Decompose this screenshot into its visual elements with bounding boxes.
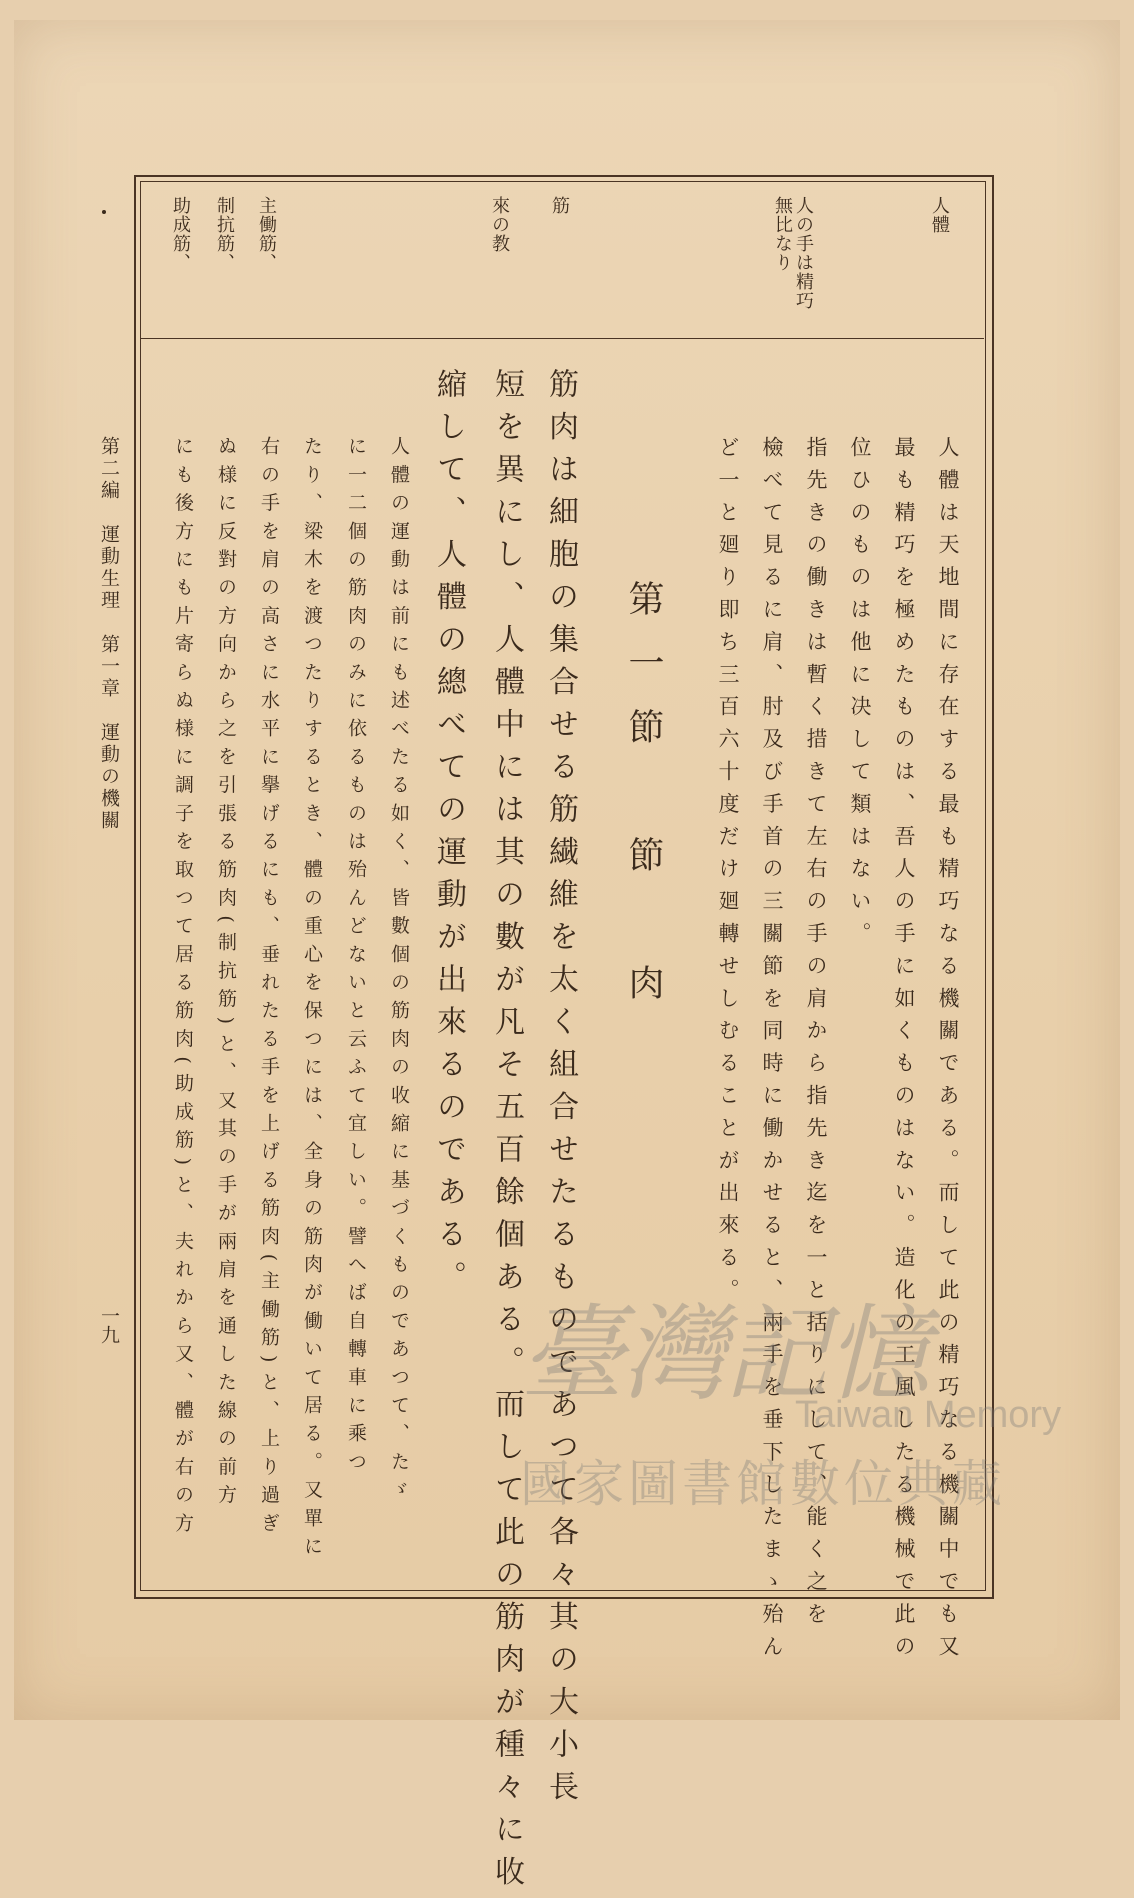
- lead-line-2: 短を異にし、人體中には其の數が凡そ五百餘個ある。而して此の筋肉が種々に收: [489, 368, 524, 1898]
- lead-line-1: 筋肉は細胞の集合せる筋繊維を太く組合せたるものであつて各々其の大小長: [543, 368, 578, 1813]
- body-line-3: たり、梁木を渡つたりするとき、體の重心を保つには、全身の筋肉が働いて居る。又單に: [301, 436, 323, 1564]
- margin-note-hand-a: 人の手は精巧: [793, 196, 814, 310]
- body-line-1: 人體の運動は前にも述べたる如く、皆數個の筋肉の收縮に基づくものであつて、たゞ: [388, 436, 410, 1508]
- intro-line-5: 檢べて見るに肩、肘及び手首の三關節を同時に働かせると、兩手を垂下したまゝ殆ん: [760, 436, 784, 1668]
- margin-note-agonist: 主働筋、: [256, 196, 277, 272]
- page-number: 一九: [98, 1306, 120, 1344]
- running-head: 第二編 運動生理 第一章 運動の機關: [98, 436, 120, 832]
- body-line-4: 右の手を肩の高さに水平に擧げるにも、垂れたる手を上げる筋肉(主働筋)と、上り過ぎ: [258, 436, 280, 1541]
- margin-note-muscle: 筋: [549, 196, 570, 215]
- lead-line-3: 縮して、人體の總べての運動が出來るのである。: [431, 368, 466, 1303]
- body-line-2: に一二個の筋肉のみに依るものは殆んどないと云ふて宜しい。譬へば自轉車に乘つ: [345, 436, 367, 1480]
- intro-line-1: 人體は天地間に存在する最も精巧なる機關である。而して此の精巧なる機關中でも又: [936, 436, 960, 1668]
- intro-line-6: ど一と廻り即ち三百六十度だけ廻轉せしむることが出來る。: [716, 436, 740, 1311]
- intro-line-4: 指先きの働きは暫く措きて左右の手の肩から指先き迄を一と括りにして、能く之を: [804, 436, 828, 1635]
- margin-note-teaching: 來の教: [489, 196, 510, 253]
- margin-dot: [102, 210, 106, 214]
- intro-line-3: 位ひのものは他に决して類はない。: [848, 436, 872, 955]
- watermark-chinese: 國家圖書館數位典藏: [520, 1455, 1006, 1513]
- watermark-calligraphy: 臺灣記憶: [520, 1293, 929, 1415]
- margin-note-human-body: 人體: [929, 196, 950, 234]
- section-title: 第一節 節 肉: [623, 580, 664, 1028]
- margin-note-antagonist: 制抗筋、: [214, 196, 235, 272]
- watermark-english: Taiwan Memory: [795, 1394, 1062, 1436]
- body-line-5: ぬ様に反對の方向から之を引張る筋肉(制抗筋)と、又其の手が兩肩を通した線の前方: [215, 436, 237, 1513]
- margin-note-synergist: 助成筋、: [170, 196, 191, 272]
- margin-divider: [141, 338, 984, 339]
- intro-line-2: 最も精巧を極めたものは、吾人の手に如くものはない。造化の工風したる機械で此の: [892, 436, 916, 1668]
- body-line-6: にも後方にも片寄らぬ様に調子を取つて居る筋肉(助成筋)と、夫れから又、體が右の方: [172, 436, 194, 1541]
- margin-note-hand-b: 無比なり: [772, 196, 793, 272]
